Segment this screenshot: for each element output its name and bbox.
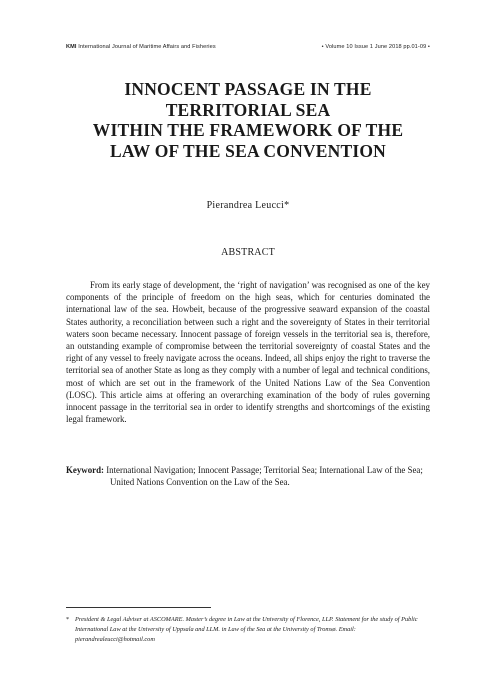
footnote <box>66 615 432 644</box>
title-line: WITHIN THE FRAMEWORK OF THE <box>92 120 404 140</box>
author-name: Pierandrea Leucci* <box>206 200 290 211</box>
title-line: TERRITORIAL SEA <box>165 99 331 120</box>
journal-header <box>66 44 216 50</box>
paper-title <box>40 79 456 161</box>
running-header <box>66 44 430 50</box>
keywords-label: Keyword: <box>66 465 104 475</box>
keywords <box>66 464 430 488</box>
keywords-text: International Navigation; Innocent Passage; Territorial Sea; International Law of the Sea; United Nations Convention on the Law of the Sea. <box>106 465 423 488</box>
footnote-mark: * <box>66 616 70 623</box>
journal-name: International Journal of Maritime Affairs and Fisheries <box>78 44 216 50</box>
title-line: LAW OF THE SEA CONVENTION <box>110 140 386 161</box>
issue-info: • Volume 10 Issue 1 June 2018 pp.01-09 • <box>321 44 430 50</box>
footnote-text: President & Legal Adviser at ASCOMARE. Master’s degree in Law at the University of Florence, LLP. Statement for the study of Public International Law at the University of Uppsala and LLM. in Law of the Sea at the University of Tromsø. Email: pierandrealeucci@hotmail.com <box>75 616 418 643</box>
journal-short-name: KMI <box>66 44 77 50</box>
footnote-divider <box>66 607 211 608</box>
title-line: INNOCENT PASSAGE IN THE <box>124 79 372 99</box>
abstract-heading: ABSTRACT <box>221 247 275 258</box>
abstract-body: From its early stage of development, the ‘right of navigation’ was recognised as one of the key components of the principle of freedom on the high seas, which for centuries dominated the international law of the sea. Howbeit, because of the progressive seaward expansion of the coastal States authority, a reconciliation between such a right and the sovereignty of States in their territorial waters soon became necessary. Innocent passage of foreign vessels in the territorial sea is, therefore, an outstanding example of compromise between the territorial sovereignty of coastal States and the right of any vessel to freely navigate across the oceans. Indeed, all ships enjoy the right to traverse the territorial sea of another State as long as they comply with a number of legal and technical conditions, most of which are set out in the framework of the United Nations Law of the Sea Convention (LOSC). This article aims at offering an overarching examination of the body of rules governing innocent passage in the territorial sea in order to identify strengths and shortcomings of the existing legal framework. <box>66 280 430 425</box>
